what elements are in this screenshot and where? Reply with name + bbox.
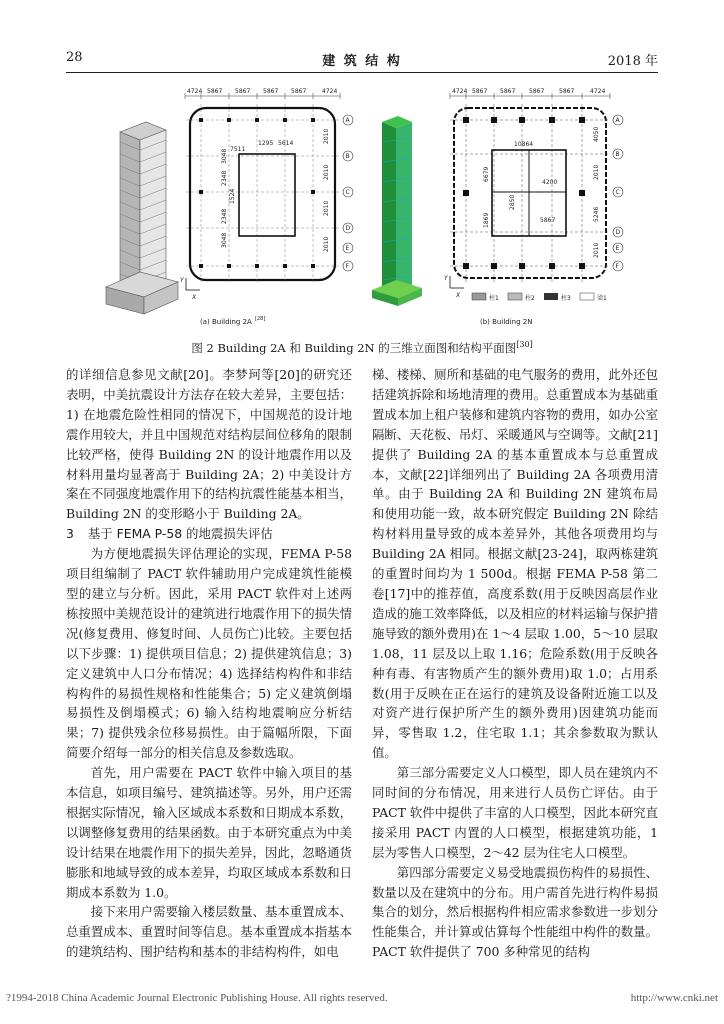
dim-a-top-4: 5867 xyxy=(263,88,279,95)
sub-a-ref: [28] xyxy=(255,316,266,322)
footer-copyright: ?1994-2018 China Academic Journal Electronic Publishing House. All rights reserved. xyxy=(6,992,388,1004)
dim-b-right-3: 5246 xyxy=(593,206,600,222)
dim-a-right-2: 2010 xyxy=(323,164,330,180)
dim-a-inner-1: 7511 xyxy=(230,146,246,153)
right-column xyxy=(372,365,658,962)
right-paragraph-2: 第三部分需要定义人口模型，即人员在建筑内不同时间的分布情况，用来进行人员伤亡评估。由于 PACT 软件中提供了丰富的人口模型，因此本研究直接采用 PACT 内置的人口模型，根据建筑功能，1 层为零售人口模型，2～42 层为住宅人口模型。 xyxy=(372,765,658,860)
header-rule xyxy=(66,72,658,73)
dim-b-right-2: 2010 xyxy=(593,164,600,180)
dim-a-right-4: 2010 xyxy=(323,236,330,252)
header-year: 2018 年 xyxy=(607,54,658,69)
axis-a-x: X xyxy=(192,294,197,301)
dim-b-top-5: 5867 xyxy=(559,88,575,95)
left-paragraph-1: 的详细信息参见文献[20]。李梦珂等[20]的研究还表明，中美抗震设计方法存在较大差异，主要包括：1) 在地震危险性相同的情况下，中国规范的设计地震作用较大，并且中国规范对结构层间位移角的限制比较严格，使得 Building 2N 的设计地震作用以及材料用量均显著高于 Building 2A；2) 中美设计方案在不同强度地震作用下的结构抗震性能基本相当，Building 2N 的变形略小于 Building 2A。 xyxy=(66,367,352,522)
dim-b-inner-3: 5867 xyxy=(540,217,556,224)
dim-b-top-6: 4724 xyxy=(590,88,606,95)
grid-b-B: B xyxy=(615,151,620,158)
page-number: 28 xyxy=(66,50,83,65)
sub-b-label: (b) Building 2N xyxy=(480,318,533,326)
section-3-heading xyxy=(66,524,352,544)
figure-caption-ref: [30] xyxy=(516,340,533,350)
grid-b-D: D xyxy=(615,229,621,236)
dim-b-inner-2: 4200 xyxy=(542,179,558,186)
legend-label-1: 柱1 xyxy=(489,295,499,302)
dim-b-top-3: 5867 xyxy=(500,88,516,95)
grid-b-F: F xyxy=(615,263,619,270)
legend-swatch-3 xyxy=(544,293,558,300)
dim-a-left-2: 2348 xyxy=(221,170,228,186)
legend-label-3: 柱3 xyxy=(561,295,571,302)
dim-a-top-2: 5867 xyxy=(207,88,223,95)
footer-url: http://www.cnki.net xyxy=(630,992,718,1004)
dim-a-top-6: 4724 xyxy=(322,88,338,95)
dim-a-left-1: 3048 xyxy=(221,148,228,164)
grid-a-F: F xyxy=(345,263,349,270)
building-2a-3d-model xyxy=(106,122,178,314)
legend-label-4: 梁1 xyxy=(597,295,607,302)
dim-a-left-4: 2348 xyxy=(221,208,228,224)
dim-a-top-1: 4724 xyxy=(187,88,203,95)
dim-b-top-2: 5867 xyxy=(472,88,488,95)
grid-a-C: C xyxy=(345,189,350,196)
dim-b-right-1: 4050 xyxy=(593,126,600,142)
left-paragraph-3: 首先，用户需要在 PACT 软件中输入项目的基本信息，如项目编号、建筑描述等。另外，用户还需根据实际情况，输入区域成本系数和日期成本系数，以调整修复费用的结果函数。由于本研究重点为中美设计结果在地震作用下的损失差异，因此，忽略通货膨胀和地域导致的成本差异，均取区域成本系数和日期成本系数为 1.0。 xyxy=(66,765,352,900)
legend-label-2: 柱2 xyxy=(525,295,535,302)
dim-a-top-5: 5867 xyxy=(291,88,307,95)
dim-a-right-1: 2010 xyxy=(323,128,330,144)
dim-a-inner-3: 5614 xyxy=(278,140,294,147)
building-2n-plan xyxy=(444,88,623,302)
building-2n-3d-model xyxy=(372,116,422,306)
right-paragraph-3: 第四部分需要定义易受地震损伤构件的易损性、数量以及在建筑中的分布。用户需首先进行构件易损集合的划分，然后根据构件相应需求参数进一步划分性能集合，并计算或估算每个性能组中构件的数量。PACT 软件提供了 700 多种常见的结构 xyxy=(372,864,658,960)
axis-b-y: Y xyxy=(444,275,448,282)
legend-swatch-2 xyxy=(508,293,522,300)
dim-a-left-3: 1524 xyxy=(229,188,236,204)
dim-b-left-1: 6679 xyxy=(483,166,490,182)
grid-b-C: C xyxy=(615,189,620,196)
right-paragraph-1: 梯、楼梯、厕所和基础的电气服务的费用，此外还包括建筑拆除和场地清理的费用。总重置成本为基础重置成本加上租户装修和建筑内容物的费用，如办公室隔断、天花板、吊灯、采暖通风与空调等。文献[21]提供了 Building 2A 的基本重置成本与总重置成本，文献[22]详细列出了 Building 2A 各项费用清单。由于 Building 2A 和 Building 2N 建筑布局和使用功能一致，故本研究假定 Building 2N 除结构材料用量导致的成本差异外，其他各项费用均与 Building 2A 相同。根据文献[23-24]，取两栋建筑的重置时间均为 1 500d。根据 FEMA P-58 第二卷[17]中的推荐值，高度系数(用于反映因高层作业造成的施工效率降低，以及相应的材料运输与保护措施导致的额外费用)在 1～4 层取 1.00，5～10 层取 1.08，11 层及以上取 1.16；危险系数(用于反映各种有毒、有害物质产生的额外费用)取 1.0；占用系数(用于反映在正在运行的建筑及设备附近施工以及对资产进行保护所产生的额外费用)因建筑功能而异，零售取 1.2，住宅取 1.1；其余参数取为默认值。 xyxy=(372,367,658,761)
dim-b-left-3: 1869 xyxy=(483,212,490,228)
dim-a-inner-2: 1295 xyxy=(258,140,274,147)
dim-b-top-1: 4724 xyxy=(452,88,468,95)
axis-a-y: Y xyxy=(180,277,184,284)
left-paragraph-4: 接下来用户需要输入楼层数量、基本重置成本、总重置成本、重置时间等信息。基本重置成本指基本的建筑结构、围护结构和基本的非结构构件，如电 xyxy=(66,904,352,960)
grid-a-A: A xyxy=(345,117,350,124)
grid-b-A: A xyxy=(615,117,620,124)
grid-a-B: B xyxy=(345,153,350,160)
dim-b-right-4: 2010 xyxy=(593,242,600,258)
dim-b-top-4: 5867 xyxy=(529,88,545,95)
grid-b-E: E xyxy=(615,245,620,252)
left-column xyxy=(66,365,352,962)
axis-b-x: X xyxy=(456,292,461,299)
section-number: 3 xyxy=(66,526,74,542)
left-paragraph-2: 为方便地震损失评估理论的实现，FEMA P-58 项目组编制了 PACT 软件辅助用户完成建筑性能模型的建立与分析。因此，采用 PACT 软件对上述两栋按照中美规范设计的建筑进行地震作用下的损失情况(修复费用、修复时间、人员伤亡)比较。主要包括以下步骤：1) 提供项目信息；2) 提供建筑信息；3) 定义建筑中人口分布情况；4) 选择结构构件和非结构构件的易损性规格和性能集合；5) 定义建筑倒塌易损性及倒塌模式；6) 输入结构地震响应分析结果；7) 提供残余位移易损性。由于篇幅所限，下面简要介绍每一部分的相关信息及参数选取。 xyxy=(66,546,352,761)
dim-a-right-3: 2010 xyxy=(323,200,330,216)
journal-title: 建 筑 结 构 xyxy=(322,54,402,69)
building-2a-plan xyxy=(180,88,353,301)
dim-b-left-2: 2850 xyxy=(509,194,516,210)
figure-caption-text: 图 2 Building 2A 和 Building 2N 的三维立面图和结构平面图 xyxy=(191,341,517,355)
grid-a-E: E xyxy=(345,245,350,252)
dim-b-inner-1: 10864 xyxy=(514,141,534,148)
dim-a-left-5: 3048 xyxy=(221,232,228,248)
grid-a-D: D xyxy=(345,225,351,232)
legend-swatch-4 xyxy=(580,293,594,300)
legend-swatch-1 xyxy=(472,293,486,300)
figure-caption xyxy=(66,340,658,356)
section-title: 基于 FEMA P-58 的地震损失评估 xyxy=(87,526,273,542)
dim-a-top-3: 5867 xyxy=(235,88,251,95)
figure-2 xyxy=(100,82,660,332)
sub-a-label: (a) Building 2A xyxy=(200,318,252,326)
